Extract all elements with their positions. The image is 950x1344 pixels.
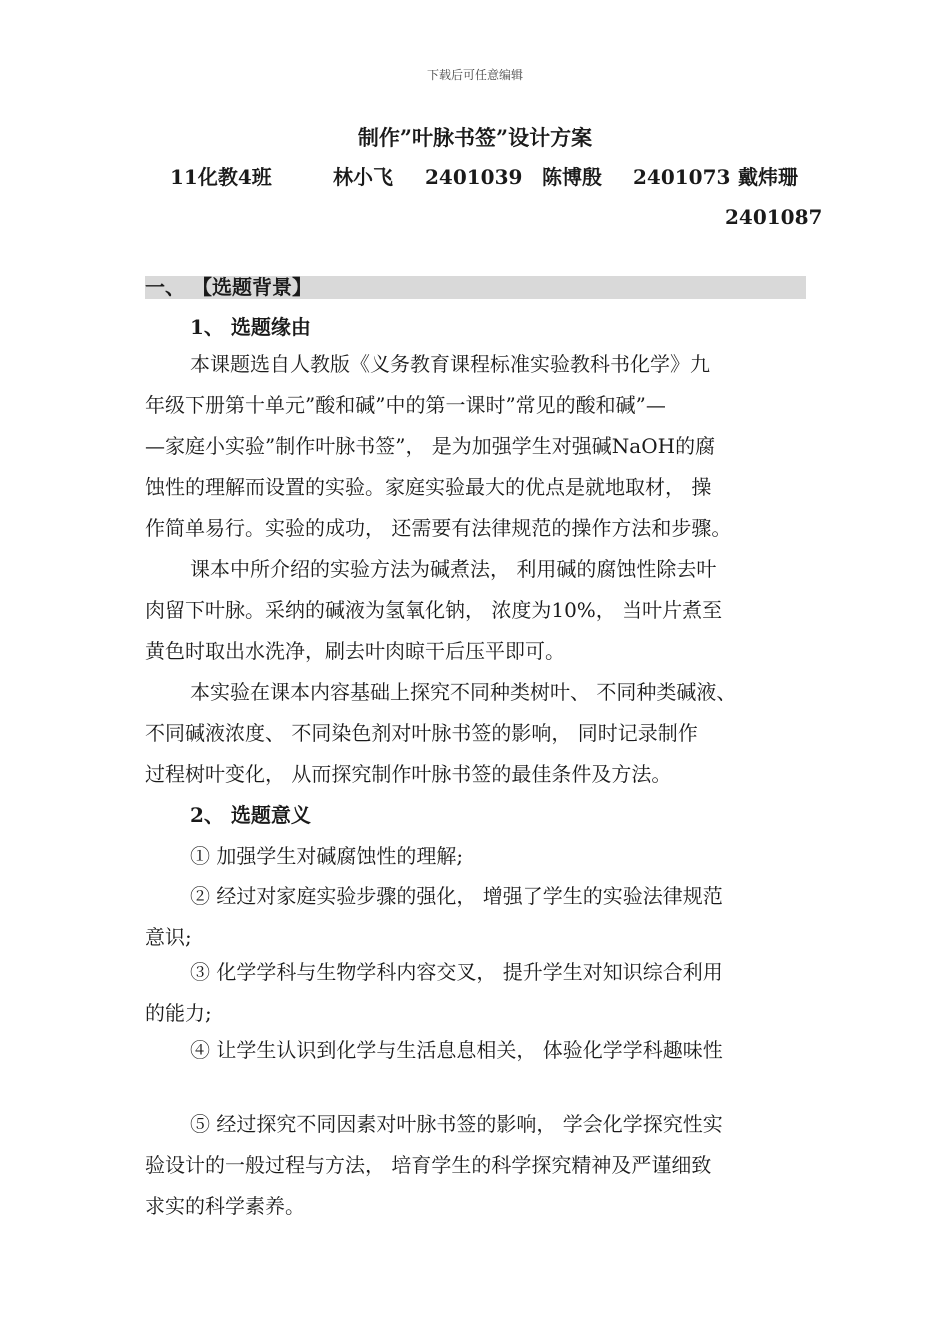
- subheading-significance: 2、 选题意义: [190, 803, 311, 827]
- significance-item-3: [145, 952, 806, 1034]
- paragraph-3: [145, 672, 806, 795]
- paragraph-2: [145, 549, 806, 672]
- text-line: 年级下册第十单元”酸和碱”中的第一课时”常见的酸和碱”—: [145, 393, 666, 417]
- author-id-2: 2401073: [633, 165, 731, 189]
- paragraph-1: [145, 344, 806, 549]
- author-class: 11化教4班: [170, 165, 272, 189]
- list-item-continued: 求实的科学素养。: [145, 1194, 305, 1218]
- significance-item-5: [145, 1104, 806, 1227]
- page-title: 制作”叶脉书签”设计方案: [357, 125, 593, 150]
- author-id-1: 2401039: [425, 165, 523, 189]
- text-line: 本实验在课本内容基础上探究不同种类树叶、 不同种类碱液、: [190, 680, 737, 704]
- author-name-2: 陈博殷: [542, 165, 602, 189]
- list-item-continued: 意识;: [145, 925, 192, 949]
- list-item-continued: 验设计的一般过程与方法， 培育学生的科学探究精神及严谨细致: [145, 1153, 712, 1177]
- significance-item-1: [145, 836, 806, 877]
- author-name-1: 林小飞: [333, 165, 393, 189]
- text-line: 蚀性的理解而设置的实验。家庭实验最大的优点是就地取材， 操: [145, 475, 712, 499]
- significance-item-4: [145, 1030, 806, 1071]
- list-item: ⑤ 经过探究不同因素对叶脉书签的影响， 学会化学探究性实: [190, 1112, 723, 1136]
- text-line: 作简单易行。实验的成功， 还需要有法律规范的操作方法和步骤。: [145, 516, 732, 540]
- author-id-3: 2401087: [725, 205, 823, 229]
- author-name-3: 戴炜珊: [738, 165, 798, 189]
- text-line: 肉留下叶脉。采纳的碱液为氢氧化钠， 浓度为10%， 当叶片煮至: [145, 598, 723, 622]
- list-item: ④ 让学生认识到化学与生活息息相关， 体验化学学科趣味性: [190, 1038, 723, 1062]
- list-item: ① 加强学生对碱腐蚀性的理解;: [190, 844, 464, 868]
- section-heading: 一、 【选题背景】: [145, 275, 312, 299]
- list-item: ③ 化学学科与生物学科内容交叉， 提升学生对知识综合利用: [190, 960, 723, 984]
- text-line: 课本中所介绍的实验方法为碱煮法， 利用碱的腐蚀性除去叶: [190, 557, 717, 581]
- text-line: —家庭小实验”制作叶脉书签”， 是为加强学生对强碱NaOH的腐: [145, 434, 716, 458]
- list-item: ② 经过对家庭实验步骤的强化， 增强了学生的实验法律规范: [190, 884, 723, 908]
- text-line: 过程树叶变化， 从而探究制作叶脉书签的最佳条件及方法。: [145, 762, 672, 786]
- text-line: 黄色时取出水洗净，刷去叶肉晾干后压平即可。: [145, 639, 565, 663]
- significance-item-2: [145, 876, 806, 958]
- text-line: 本课题选自人教版《义务教育课程标准实验教科书化学》九: [190, 352, 710, 376]
- watermark: 下载后可任意编辑: [426, 68, 523, 82]
- list-item-continued: 的能力;: [145, 1001, 212, 1025]
- subheading-reason: 1、 选题缘由: [190, 315, 311, 339]
- text-line: 不同碱液浓度、 不同染色剂对叶脉书签的影响， 同时记录制作: [145, 721, 698, 745]
